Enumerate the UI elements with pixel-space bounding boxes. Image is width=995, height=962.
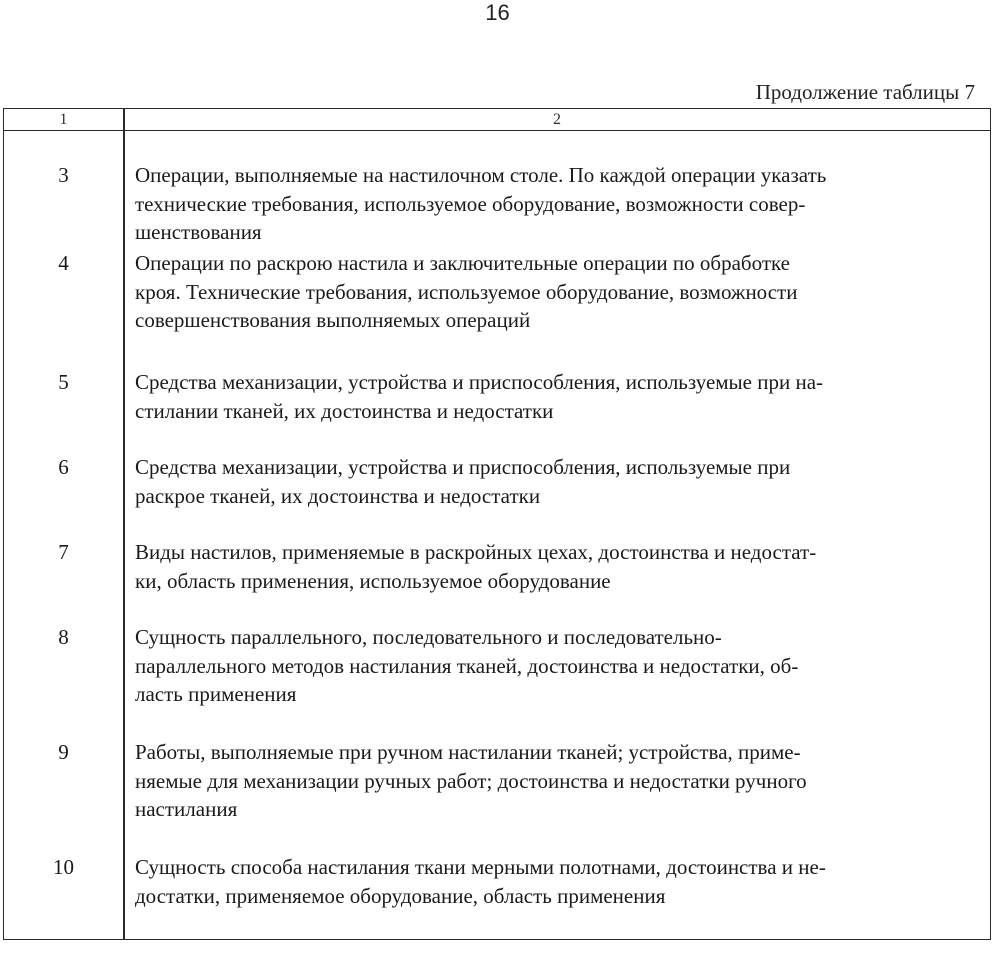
row-text-line: ки, область применения, используемое оборудование <box>135 568 611 593</box>
row-description <box>135 538 977 595</box>
row-text-line: Операции, выполняемые на настилочном столе. По каждой операции указать <box>135 163 827 187</box>
row-text-line: раскрое тканей, их достоинства и недостатки <box>135 483 541 508</box>
row-description <box>135 623 977 709</box>
row-text-line: Средства механизации, устройства и приспособления, используемые при <box>135 455 791 479</box>
row-description <box>135 853 977 910</box>
page-number: 16 <box>485 0 510 25</box>
row-text-line: достатки, применяемое оборудование, область применения <box>135 883 666 908</box>
table-header-row <box>4 109 990 131</box>
row-text-line: ласть применения <box>135 682 297 706</box>
row-number: 7 <box>58 540 69 564</box>
row-text-line: шенствования <box>135 220 262 244</box>
row-text-line: параллельного методов настилания тканей, достоинства и недостатки, об- <box>135 653 799 678</box>
row-description <box>135 738 977 824</box>
row-text-line: стилании тканей, их достоинства и недостатки <box>135 398 554 423</box>
row-text-line: Работы, выполняемые при ручном настилании тканей; устройства, приме- <box>135 740 801 764</box>
row-text-line: Сущность способа настилания ткани мерными полотнами, достоинства и не- <box>135 855 826 879</box>
column-header-1: 1 <box>59 111 68 128</box>
row-number: 3 <box>58 163 69 187</box>
row-number: 6 <box>58 455 69 479</box>
row-description <box>135 249 977 335</box>
row-description <box>135 453 977 510</box>
table <box>3 108 991 940</box>
row-number: 4 <box>58 251 69 275</box>
row-text-line: Средства механизации, устройства и приспособления, используемые при на- <box>135 370 824 394</box>
row-number: 5 <box>58 370 69 394</box>
table-continuation-label: Продолжение таблицы 7 <box>755 80 975 104</box>
column-header-2: 2 <box>553 111 561 128</box>
row-text-line: совершенствования выполняемых операций <box>135 308 531 332</box>
row-number: 8 <box>58 625 69 649</box>
row-number: 9 <box>58 740 69 764</box>
column-divider <box>123 109 125 939</box>
row-text-line: технические требования, используемое оборудование, возможности совер- <box>135 191 806 216</box>
row-text-line: Сущность параллельного, последовательного и последовательно- <box>135 625 722 649</box>
row-text-line: Виды настилов, применяемые в раскройных цехах, достоинства и недостат- <box>135 540 817 564</box>
row-text-line: кроя. Технические требования, используемое оборудование, возможности <box>135 279 798 304</box>
row-text-line: настилания <box>135 797 238 821</box>
row-text-line: няемые для механизации ручных работ; достоинства и недостатки ручного <box>135 768 807 793</box>
row-number: 10 <box>53 855 74 879</box>
row-description <box>135 161 977 247</box>
row-description <box>135 368 977 425</box>
row-text-line: Операции по раскрою настила и заключительные операции по обработке <box>135 251 790 275</box>
